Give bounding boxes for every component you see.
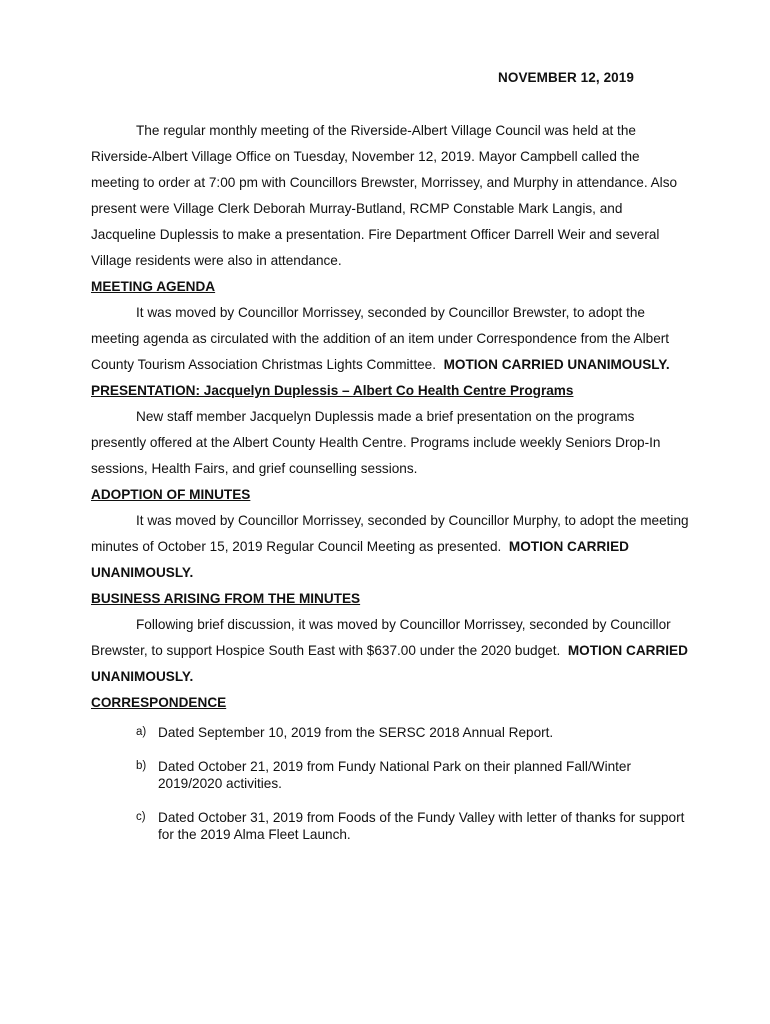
- minutes-text: It was moved by Councillor Morrissey, seconded by Councillor Murphy, to adopt the meeting minutes of October 15, 2019 Regular Council Meeting as presented.: [91, 513, 689, 554]
- list-item-text: Dated September 10, 2019 from the SERSC 2018 Annual Report.: [158, 725, 554, 740]
- list-item-text: Dated October 31, 2019 from Foods of the Fundy Valley with letter of thanks for support for the 2019 Alma Fleet Launch.: [158, 810, 685, 842]
- list-item: [91, 758, 691, 792]
- business-heading: BUSINESS ARISING FROM THE MINUTES: [91, 591, 361, 606]
- minutes-body: [91, 118, 691, 860]
- list-item: [91, 724, 691, 741]
- list-item-text: Dated October 21, 2019 from Fundy National Park on their planned Fall/Winter 2019/2020 activities.: [158, 759, 632, 791]
- agenda-paragraph: [91, 300, 691, 378]
- meeting-date: NOVEMBER 12, 2019: [498, 70, 635, 85]
- business-text: Following brief discussion, it was moved by Councillor Morrissey, seconded by Councillor Brewster, to support Hospice South East with $637.00 under the 2020 budget.: [91, 617, 671, 658]
- minutes-heading: ADOPTION OF MINUTES: [91, 487, 251, 502]
- list-item: [91, 809, 691, 843]
- list-marker: b): [136, 760, 147, 772]
- presentation-paragraph: New staff member Jacquelyn Duplessis made a brief presentation on the programs presently offered at the Albert County Health Centre. Programs include weekly Seniors Drop-In sessions, Health Fairs, and grief counselling sessions.: [91, 409, 661, 476]
- presentation-heading: PRESENTATION: Jacquelyn Duplessis – Albert Co Health Centre Programs: [91, 383, 574, 398]
- agenda-heading: MEETING AGENDA: [91, 279, 216, 294]
- agenda-motion: MOTION CARRIED UNANIMOUSLY.: [443, 357, 670, 372]
- minutes-paragraph: [91, 508, 691, 586]
- minutes-motion: MOTION CARRIED UNANIMOUSLY.: [91, 539, 629, 580]
- list-marker: c): [136, 811, 146, 823]
- list-marker: a): [136, 726, 147, 738]
- business-motion: MOTION CARRIED UNANIMOUSLY.: [91, 643, 688, 684]
- correspondence-heading: CORRESPONDENCE: [91, 695, 227, 710]
- intro-paragraph: The regular monthly meeting of the Riverside-Albert Village Council was held at the Riverside-Albert Village Office on Tuesday, November 12, 2019. Mayor Campbell called the meeting to order at 7:00 pm with Councillors Brewster, Morrissey, and Murphy in attendance. Also present were Village Clerk Deborah Murray-Butland, RCMP Constable Mark Langis, and Jacqueline Duplessis to make a presentation. Fire Department Officer Darrell Weir and several Village residents were also in attendance.: [91, 123, 678, 268]
- agenda-text: It was moved by Councillor Morrissey, seconded by Councillor Brewster, to adopt the meeting agenda as circulated with the addition of an item under Correspondence from the Albert County Tourism Association Christmas Lights Committee.: [91, 305, 670, 372]
- business-paragraph: [91, 612, 691, 690]
- correspondence-list: [91, 724, 691, 843]
